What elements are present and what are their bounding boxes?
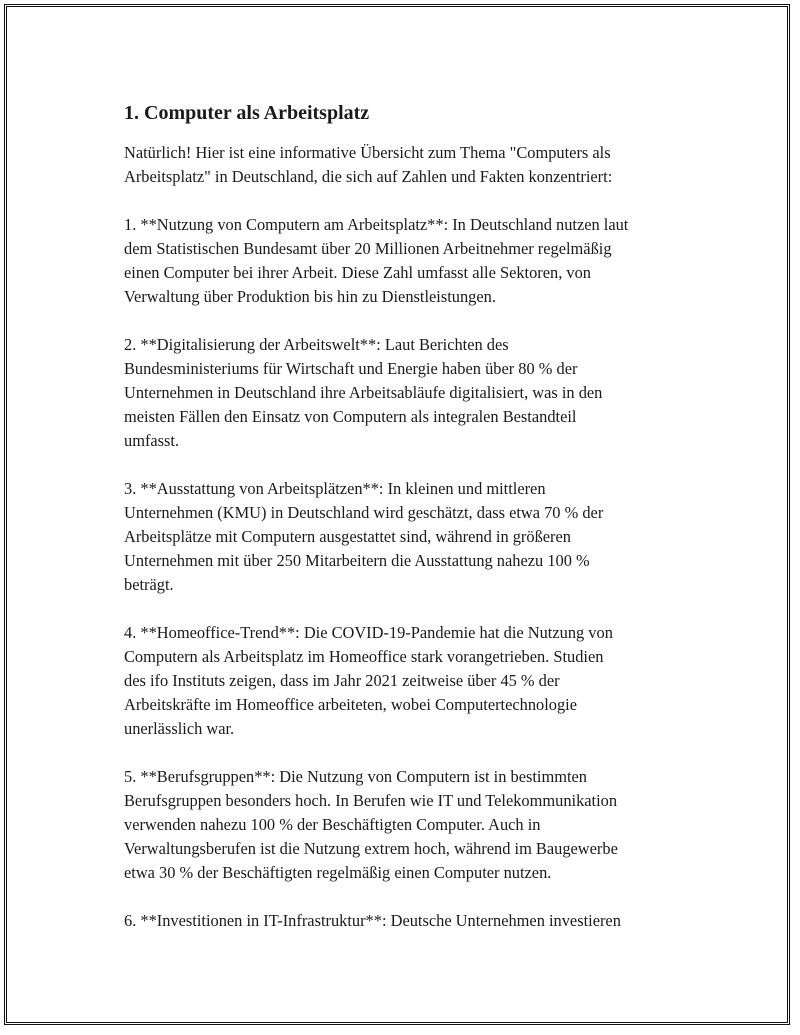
- list-item-1: 1. **Nutzung von Computern am Arbeitsplatz**: In Deutschland nutzen laut dem Statistischen Bundesamt über 20 Millionen Arbeitnehmer regelmäßig einen Computer bei ihrer Arbeit. Diese Zahl umfasst alle Sektoren, von Verwaltung über Produktion bis hin zu Dienstleistungen.: [124, 215, 629, 306]
- list-item-3: 3. **Ausstattung von Arbeitsplätzen**: In kleinen und mittleren Unternehmen (KMU) in Deutschland wird geschätzt, dass etwa 70 % der Arbeitsplätze mit Computern ausgestattet sind, während in größeren Unternehmen mit über 250 Mitarbeitern die Ausstattung nahezu 100 % beträgt.: [124, 479, 604, 594]
- list-item-5: 5. **Berufsgruppen**: Die Nutzung von Computern ist in bestimmten Berufsgruppen besonders hoch. In Berufen wie IT und Telekommunikation verwenden nahezu 100 % der Beschäftigten Computer. Auch in Verwaltungsberufen ist die Nutzung extrem hoch, während im Baugewerbe etwa 30 % der Beschäftigten regelmäßig einen Computer nutzen.: [124, 767, 618, 882]
- document-body: [124, 99, 724, 957]
- page-frame: [4, 4, 790, 1025]
- intro-paragraph: Natürlich! Hier ist eine informative Übersicht zum Thema "Computers als Arbeitsplatz" in Deutschland, die sich auf Zahlen und Fakten konzentriert:: [124, 143, 613, 186]
- list-item-2: 2. **Digitalisierung der Arbeitswelt**: Laut Berichten des Bundesministeriums für Wirtschaft und Energie haben über 80 % der Unternehmen in Deutschland ihre Arbeitsabläufe digitalisiert, was in den meisten Fällen den Einsatz von Computern als integralen Bestandteil umfasst.: [124, 335, 603, 450]
- document-title: 1. Computer als Arbeitsplatz: [124, 102, 370, 124]
- list-item-4: 4. **Homeoffice-Trend**: Die COVID-19-Pandemie hat die Nutzung von Computern als Arbeitsplatz im Homeoffice stark vorangetrieben. Studien des ifo Instituts zeigen, dass im Jahr 2021 zeitweise über 45 % der Arbeitskräfte im Homeoffice arbeiteten, wobei Computertechnologie unerlässlich war.: [124, 623, 613, 738]
- list-item-6: 6. **Investitionen in IT-Infrastruktur**: Deutsche Unternehmen investieren: [124, 911, 621, 930]
